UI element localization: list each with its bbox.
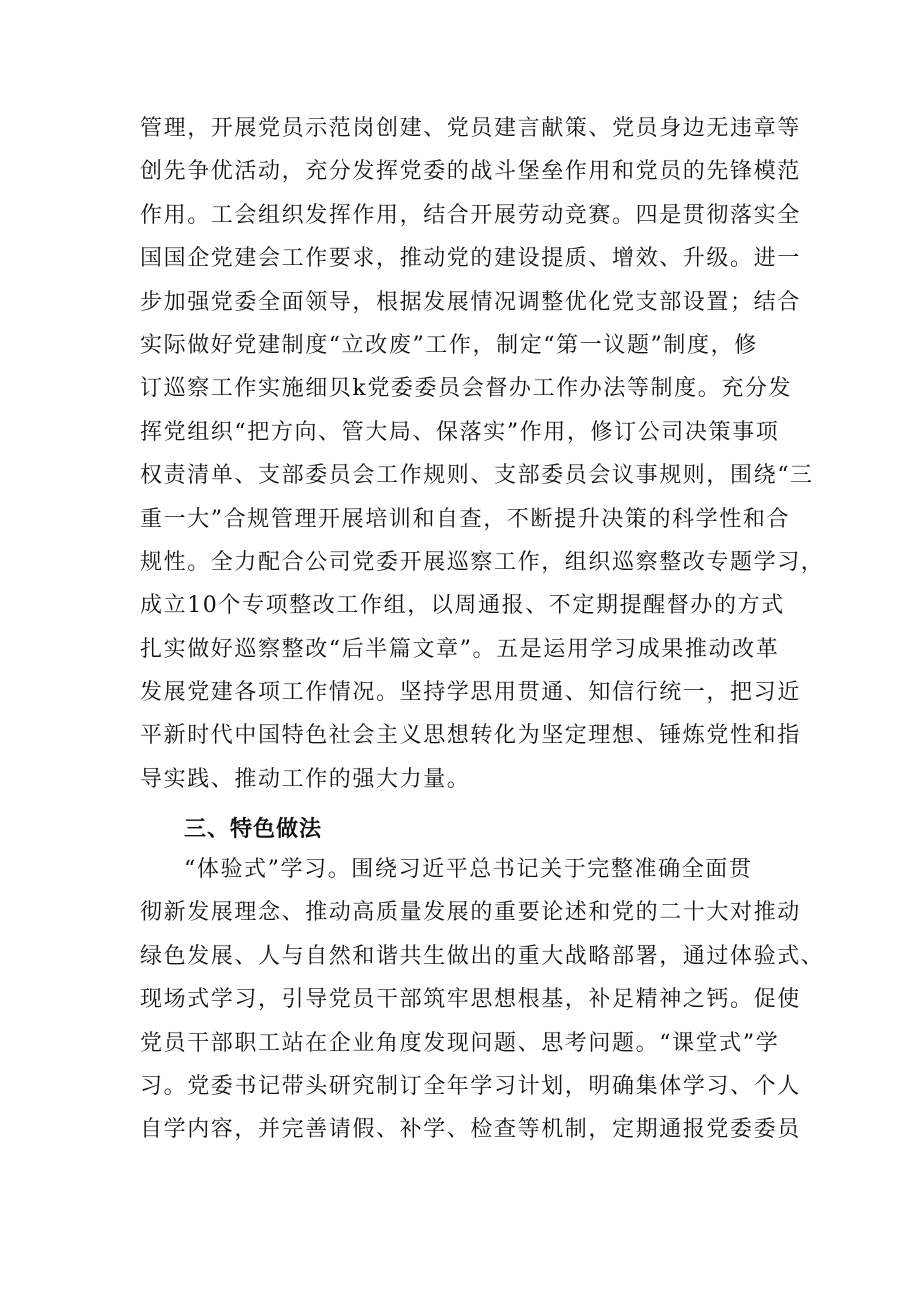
- text-line: “体验式”学习。围绕习近平总书记关于完整准确全面贯: [184, 857, 753, 882]
- text-line: 订巡察工作实施细贝k党委委员会督办工作办法等制度。充分发: [140, 376, 793, 402]
- paragraph-continuation: [140, 107, 825, 801]
- text-line: 管理，开展党员示范岗创建、党员建言献策、党员身边无违章等: [140, 116, 801, 141]
- section-heading: 三、特色做法: [184, 817, 323, 842]
- text-line: 国国企党建会工作要求，推动党的建设提质、增效、升级。进一: [140, 246, 801, 272]
- text-line: 实际做好党建制度“立改废”工作，制定“第一议题”制度，修: [140, 332, 758, 358]
- text-line: 现场式学习，引导党员干部筑牢思想根基，补足精神之钙。促使: [140, 987, 801, 1013]
- text-line: 扎实做好巡察整改“后半篇文章”。五是运用学习成果推动改革: [140, 636, 780, 662]
- text-line: 党员干部职工站在企业角度发现问题、思考问题。“课堂式”学: [140, 1030, 780, 1056]
- text-line: 导实践、推动工作的强大力量。: [140, 766, 471, 792]
- text-line: 重一大”合规管理开展培训和自查，不断提升决策的科学性和合: [140, 506, 791, 532]
- text-line: 习。党委书记带头研究制订全年学习计划，明确集体学习、个人: [140, 1073, 801, 1099]
- paragraph-featured-practices: [140, 848, 825, 1152]
- text-line: 创先争优活动，充分发挥党委的战斗堡垒作用和党员的先锋模范: [140, 159, 801, 185]
- text-line: 权责清单、支部委员会工作规则、支部委员会议事规则，围绕“三: [140, 463, 814, 489]
- text-line: 挥党组织“把方向、管大局、保落实”作用，修订公司决策事项: [140, 419, 780, 445]
- text-line: 发展党建各项工作情况。坚持学思用贯通、知信行统一，把习近: [140, 680, 801, 706]
- text-line: 规性。全力配合公司党委开展巡察工作，组织巡察整改专题学习，: [140, 549, 825, 575]
- text-line: 彻新发展理念、推动高质量发展的重要论述和党的二十大对推动: [140, 900, 801, 926]
- text-line: 作用。工会组织发挥作用，结合开展劳动竞赛。四是贯彻落实全: [140, 202, 801, 228]
- text-line: 自学内容，并完善请假、补学、检查等机制，定期通报党委委员: [140, 1117, 801, 1143]
- text-line: 绿色发展、人与自然和谐共生做出的重大战略部署，通过体验式、: [140, 943, 825, 969]
- text-line: 成立10个专项整改工作组，以周通报、不定期提醒督办的方式: [140, 593, 785, 619]
- text-line: 步加强党委全面领导，根据发展情况调整优化党支部设置；结合: [140, 289, 801, 315]
- text-line: 平新时代中国特色社会主义思想转化为坚定理想、锤炼党性和指: [140, 723, 801, 749]
